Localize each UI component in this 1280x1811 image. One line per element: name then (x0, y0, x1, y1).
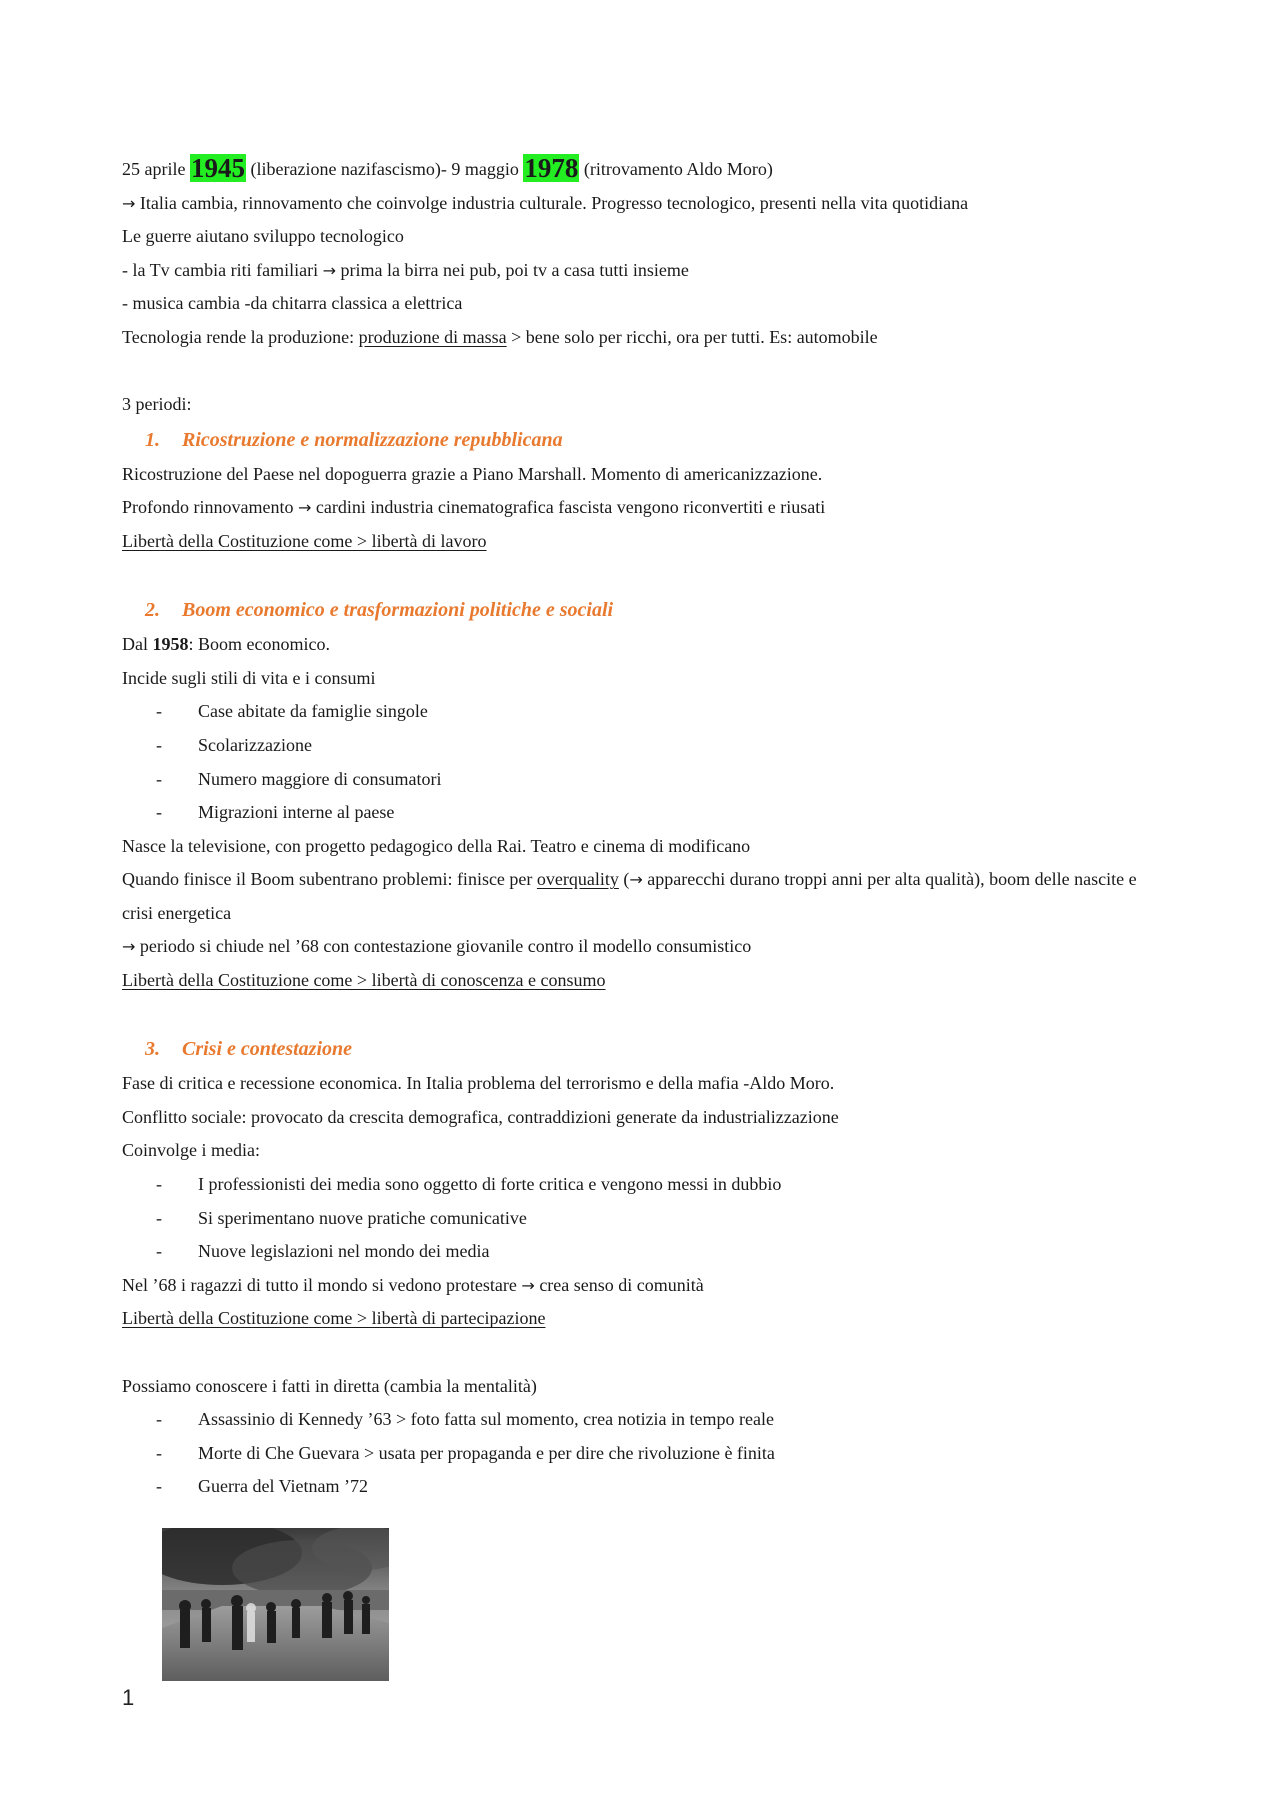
section-2-text-4c: apparecchi durano troppi anni per alta qualità), boom delle nascite e crisi energetica (122, 869, 1137, 923)
mass-production-underlined: produzione di massa (358, 326, 507, 347)
spacer (122, 998, 1162, 1032)
section-3-heading (122, 1031, 1162, 1067)
year-1978-highlight: 1978 (524, 153, 579, 183)
intro-text-5a: Tecnologia rende la produzione: (122, 326, 359, 347)
year-1958-bold: 1958 (152, 634, 189, 655)
intro-text-5b: > bene solo per ricchi, ora per tutti. Es: automobile (506, 326, 878, 347)
list-item-text: Scolarizzazione (198, 734, 312, 755)
section-1-freedom: Libertà della Costituzione come > libertà di lavoro (122, 530, 487, 551)
arrow-right-icon: → (297, 498, 312, 518)
section-2-heading (122, 592, 1162, 628)
intro-line-4: - musica cambia -da chitarra classica a elettrica (122, 293, 463, 314)
list-item-text: Nuove legislazioni nel mondo dei media (198, 1241, 490, 1262)
list-item-text: Numero maggiore di consumatori (198, 768, 442, 789)
list-item (122, 1168, 1162, 1202)
section-1-text-2a: Profondo rinnovamento (122, 497, 294, 518)
section-2-line-1 (122, 628, 1162, 662)
list-item-text: I professionisti dei media sono oggetto di forte critica e vengono messi in dubbio (198, 1174, 782, 1195)
arrow-right-icon: → (122, 937, 136, 957)
list-item (122, 796, 1162, 830)
section-1-heading (122, 422, 1162, 458)
section-2-text-4a: Quando finisce il Boom subentrano problemi: finisce per (122, 869, 537, 890)
page-content (122, 153, 1162, 1504)
section-2-line-3: Nasce la televisione, con progetto pedagogico della Rai. Teatro e cinema di modificano (122, 835, 751, 856)
intro-line-3 (122, 254, 1162, 288)
list-item-text: Morte di Che Guevara > usata per propaganda e per dire che rivoluzione è finita (198, 1442, 775, 1463)
list-item (122, 1470, 1162, 1504)
year-1945-highlight: 1945 (190, 153, 245, 183)
arrow-right-icon: → (122, 193, 136, 213)
list-item-text: Case abitate da famiglie singole (198, 701, 428, 722)
spacer (122, 355, 1162, 389)
list-item (122, 763, 1162, 797)
dash-bullet: - (156, 1442, 162, 1463)
section-2-text-5: periodo si chiude nel ’68 con contestazione giovanile contro il modello consumistico (139, 936, 752, 957)
intro-text-1: Italia cambia, rinnovamento che coinvolge industria culturale. Progresso tecnologico, presenti nella vita quotidiana (139, 192, 969, 213)
section-2-text-4b: ( (618, 869, 630, 890)
section-2-line-2: Incide sugli stili di vita e i consumi (122, 667, 376, 688)
live-line-1: Possiamo conoscere i fatti in diretta (cambia la mentalità) (122, 1375, 537, 1396)
section-3-title: Crisi e contestazione (182, 1038, 353, 1061)
section-1-line-2 (122, 491, 1162, 525)
date-start-label: 25 aprile (122, 159, 186, 179)
date-note-2: (ritrovamento Aldo Moro) (583, 159, 773, 179)
section-3-text-4a: Nel ’68 i ragazzi di tutto il mondo si vedono protestare (122, 1274, 517, 1295)
overquality-underlined: overquality (536, 869, 619, 890)
section-2-number: 2. (145, 599, 160, 622)
section-2-text-1c: : Boom economico. (188, 634, 330, 655)
list-item (122, 1235, 1162, 1269)
section-1-line-1: Ricostruzione del Paese nel dopoguerra grazie a Piano Marshall. Momento di americanizzazione. (122, 463, 823, 484)
list-item (122, 1437, 1162, 1471)
section-2-freedom: Libertà della Costituzione come > libertà di conoscenza e consumo (122, 970, 606, 991)
list-item-text: Assassinio di Kennedy ’63 > foto fatta sul momento, crea notizia in tempo reale (198, 1409, 774, 1430)
arrow-right-icon: → (521, 1275, 535, 1295)
section-2-title: Boom economico e trasformazioni politiche e sociali (182, 599, 614, 622)
section-2-line-5 (122, 930, 1162, 964)
date-range-line (122, 153, 1162, 187)
section-1-title: Ricostruzione e normalizzazione repubblicana (182, 428, 563, 451)
section-3-line-3: Coinvolge i media: (122, 1140, 260, 1161)
list-item-text: Si sperimentano nuove pratiche comunicative (198, 1207, 527, 1228)
section-2-text-1a: Dal (122, 634, 153, 655)
section-3-line-2: Conflitto sociale: provocato da crescita demografica, contraddizioni generate da industrializzazione (122, 1106, 839, 1127)
section-3-line-1: Fase di critica e recessione economica. In Italia problema del terrorismo e della mafia -Aldo Moro. (122, 1073, 835, 1094)
dash-bullet: - (156, 734, 162, 755)
section-1-number: 1. (145, 428, 160, 451)
arrow-right-icon: → (629, 870, 643, 890)
section-1-text-2b: cardini industria cinematografica fascista vengono riconvertiti e riusati (315, 497, 826, 518)
section-3-number: 3. (145, 1038, 160, 1061)
list-item-text: Guerra del Vietnam ’72 (198, 1476, 369, 1497)
intro-text-3a: - la Tv cambia riti familiari (122, 259, 319, 280)
section-3-text-4b: crea senso di comunità (539, 1274, 704, 1295)
section-3-line-4 (122, 1269, 1162, 1303)
dash-bullet: - (156, 1174, 162, 1195)
list-item (122, 729, 1162, 763)
list-item (122, 695, 1162, 729)
page-number: 1 (122, 1685, 135, 1710)
periods-label: 3 periodi: (122, 394, 192, 415)
list-item-text: Migrazioni interne al paese (198, 802, 395, 823)
dash-bullet: - (156, 802, 162, 823)
dash-bullet: - (156, 1241, 162, 1262)
arrow-right-icon: → (322, 260, 336, 280)
dash-bullet: - (156, 768, 162, 789)
vietnam-war-photo (162, 1528, 389, 1681)
list-item (122, 1403, 1162, 1437)
section-3-freedom: Libertà della Costituzione come > libertà di partecipazione (122, 1308, 546, 1329)
spacer (122, 559, 1162, 593)
dash-bullet: - (156, 701, 162, 722)
spacer (122, 1336, 1162, 1370)
dash-bullet: - (156, 1409, 162, 1430)
dash-bullet: - (156, 1476, 162, 1497)
section-2-line-4 (122, 863, 1162, 930)
list-item (122, 1202, 1162, 1236)
intro-line-5 (122, 321, 1162, 355)
intro-line-2: Le guerre aiutano sviluppo tecnologico (122, 226, 404, 247)
date-note-1: (liberazione nazifascismo)- 9 maggio (250, 159, 519, 179)
intro-text-3b: prima la birra nei pub, poi tv a casa tutti insieme (340, 259, 689, 280)
intro-line-1 (122, 187, 1162, 221)
dash-bullet: - (156, 1207, 162, 1228)
